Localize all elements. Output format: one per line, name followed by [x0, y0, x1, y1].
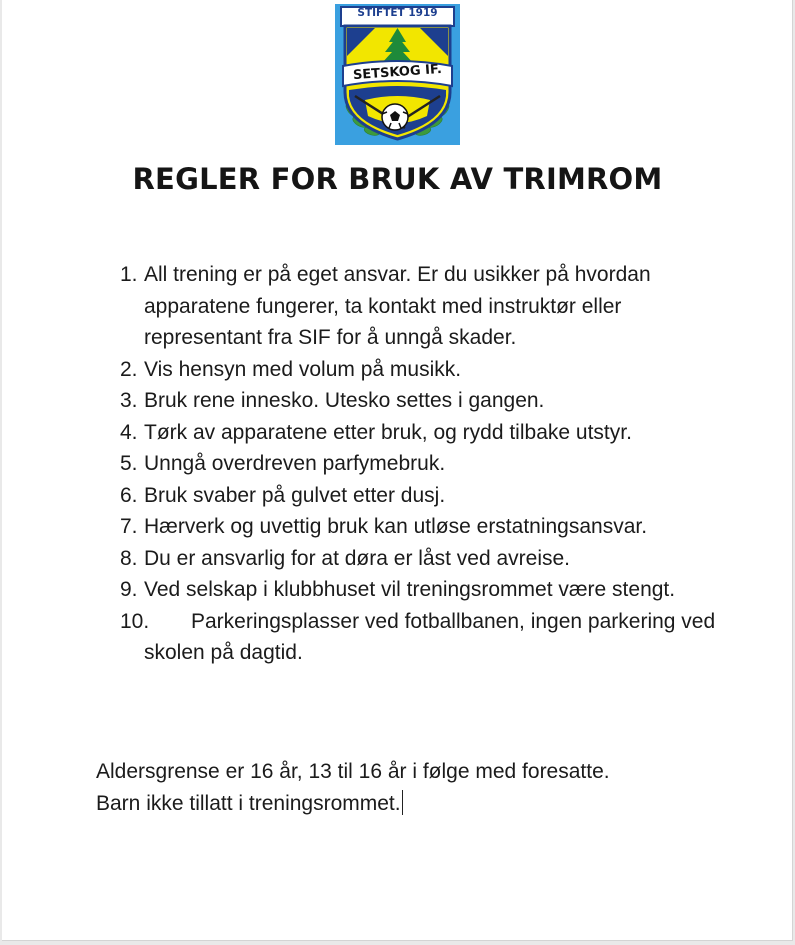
- rule-number: 9.: [120, 578, 138, 601]
- rule-text: Ved selskap i klubbhuset vil treningsrommet være stengt.: [144, 578, 676, 601]
- logo-name-text: SETSKOG IF.: [352, 61, 443, 84]
- rule-text: Parkeringsplasser ved fotballbanen, ingen parkering ved skolen på dagtid.: [144, 609, 716, 664]
- rule-item-2: [0, 354, 795, 386]
- rule-item-9: [0, 574, 795, 606]
- rule-text-wrap: [144, 610, 715, 665]
- rule-number: 6.: [120, 483, 138, 507]
- rule-item-7: [0, 511, 795, 543]
- rule-item-6: [0, 480, 795, 512]
- rule-item-10: [0, 606, 795, 669]
- logo-top-text: STIFTET 1919: [357, 7, 438, 19]
- rule-number: 10.: [120, 609, 150, 633]
- page-title: REGLER FOR BRUK AV TRIMROM: [132, 162, 663, 196]
- rule-number: 7.: [120, 515, 138, 538]
- rule-number: 1.: [120, 263, 138, 286]
- rule-item-1: [0, 259, 795, 354]
- children-notice-line: [96, 788, 610, 820]
- rule-item-5: [0, 448, 795, 480]
- rule-text: Du er ansvarlig for at døra er låst ved avreise.: [144, 546, 571, 570]
- rule-text: Hærverk og uvettig bruk kan utløse erstatningsansvar.: [144, 515, 648, 538]
- rule-number: 2.: [120, 357, 138, 381]
- rule-item-4: [0, 417, 795, 449]
- rule-item-3: [0, 385, 795, 417]
- rule-number: 5.: [120, 452, 138, 475]
- text-cursor: [402, 790, 403, 815]
- age-limit-text: Aldersgrense er 16 år, 13 til 16 år i følge med foresatte.: [96, 760, 610, 783]
- rules-list: [0, 259, 795, 669]
- age-notice: [96, 756, 610, 819]
- rule-text: Bruk rene innesko. Utesko settes i gangen.: [144, 389, 545, 412]
- rule-number: 4.: [120, 420, 138, 444]
- rule-number: 8.: [120, 546, 138, 570]
- rule-text: Tørk av apparatene etter bruk, og rydd tilbake utstyr.: [144, 420, 632, 444]
- rule-text: All trening er på eget ansvar. Er du usikker på hvordan apparatene fungerer, ta kontakt med instruktør eller representant fra SIF for å unngå skader.: [144, 263, 651, 349]
- rule-text: Bruk svaber på gulvet etter dusj.: [144, 483, 446, 507]
- rule-text: Unngå overdreven parfymebruk.: [144, 452, 446, 475]
- children-notice-text: Barn ikke tillatt i treningsrommet.: [96, 791, 401, 815]
- rule-item-8: [0, 543, 795, 575]
- rule-number: 3.: [120, 389, 138, 412]
- rule-text: Vis hensyn med volum på musikk.: [144, 357, 462, 381]
